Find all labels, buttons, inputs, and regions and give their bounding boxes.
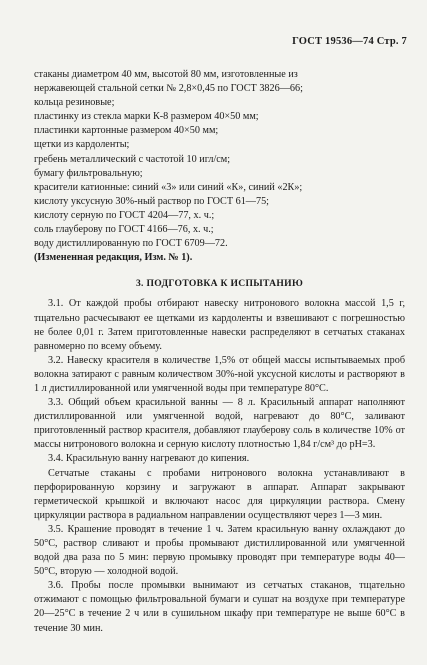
materials-item: пластинку из стекла марки К-8 размером 40×50 мм; bbox=[34, 111, 259, 123]
paragraph-3-4: 3.4. Красильную ванну нагревают до кипения. bbox=[48, 453, 250, 465]
materials-item: пластинки картонные размером 40×50 мм; bbox=[34, 125, 219, 137]
document-body bbox=[34, 68, 405, 636]
materials-item: кольца резиновые; bbox=[34, 97, 115, 109]
materials-item: щетки из кардоленты; bbox=[34, 139, 130, 151]
materials-item: красители катионные: синий «3» или синий «К», синий «2К»; bbox=[34, 181, 303, 193]
materials-line: нержавеющей стальной сетки № 2,8×0,45 по ГОСТ 3826—66; bbox=[34, 83, 303, 95]
paragraph-3-5: 3.5. Крашение проводят в течение 1 ч. Затем красильную ванну охлаждают до 50°С, раствор сливают и пробы промывают дистиллированной или умягченной водой два раза по 5 мин: первую промывку проводят при температуре воды 40—50°С, вторую — холодной водой. bbox=[34, 523, 405, 578]
paragraph-3-2: 3.2. Навеску красителя в количестве 1,5% от общей массы испытываемых проб волокна затирают с равным количеством 30%-ной уксусной кислоты и растворяют в 1 л дистиллированной или умягченной воды при температуре 80°С. bbox=[34, 354, 405, 394]
materials-item: соль глауберову по ГОСТ 4166—76, х. ч.; bbox=[34, 224, 214, 236]
materials-item: гребень металлический с частотой 10 игл/см; bbox=[34, 153, 231, 165]
materials-item: бумагу фильтровальную; bbox=[34, 167, 143, 179]
materials-item: кислоту серную по ГОСТ 4204—77, х. ч.; bbox=[34, 209, 215, 221]
paragraph-3-1: 3.1. От каждой пробы отбирают навеску нитронового волокна массой 1,5 г, тщательно расчесывают ее щетками из кардоленты и взвешивают с погрешностью не более 0,01 г. Затем приготовленные навески распределяют в сетчатых стаканах равномерно по всему объему. bbox=[34, 298, 405, 352]
paragraph-3-6: 3.6. Пробы после промывки вынимают из сетчатых стаканов, тщательно отжимают с помощью фильтровальной бумаги и сушат на воздухе при температуре 20—25°С в течение 2 ч или в сушильном шкафу при температуре не выше 60°С в течение 30 мин. bbox=[34, 580, 405, 634]
page-header: ГОСТ 19536—74 Стр. 7 bbox=[292, 36, 407, 47]
paragraph-3-4-cont: Сетчатые стаканы с пробами нитронового волокна устанавливают в перфорированную корзину и загружают в аппарат. Аппарат закрывают герметической крышкой и включают насос для циркуляции раствора. Смену циркуляции раствора в радиальном направлении осуществляют через 1—3 мин. bbox=[34, 467, 405, 521]
edition-note: (Измененная редакция, Изм. № 1). bbox=[34, 252, 193, 264]
paragraph-3-3: 3.3. Общий объем красильной ванны — 8 л. Красильный аппарат наполняют дистиллированной или умягченной водой, нагревают до 80°С, заливают приготовленный раствор красителя, добавляют глауберову соль в количестве 10% от массы нитронового волокна и серную кислоту плотностью 1,84 г/см³ до рН=3. bbox=[34, 397, 405, 451]
materials-item: кислоту уксусную 30%-ный раствор по ГОСТ 61—75; bbox=[34, 195, 270, 207]
section-title: 3. ПОДГОТОВКА К ИСПЫТАНИЮ bbox=[135, 278, 304, 290]
materials-item: воду дистиллированную по ГОСТ 6709—72. bbox=[34, 238, 228, 250]
materials-line: стаканы диаметром 40 мм, высотой 80 мм, изготовленные из bbox=[34, 69, 298, 80]
